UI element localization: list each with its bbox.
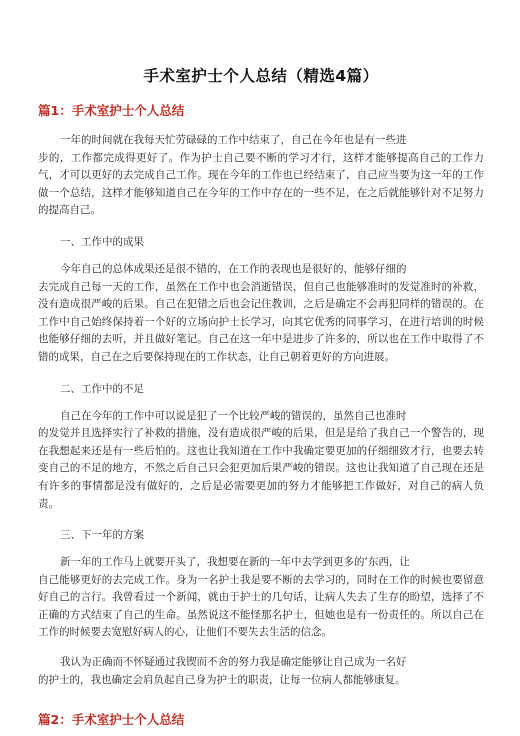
plan-first-line: 新一年的工作马上就要开头了，我想要在新的一年中去学到更多的‘东西，让 xyxy=(60,556,410,569)
closing-paragraph xyxy=(38,654,484,689)
achievements-paragraph xyxy=(38,261,484,367)
document-title: 手术室护士个人总结（精选4篇） xyxy=(143,67,379,85)
achievements-first-line: 今年自己的总体成果还是很不错的，在工作的表现也是很好的，能够仔细的 xyxy=(60,262,407,275)
subheading-next-year-plan: 三、下一年的方案 xyxy=(60,529,144,542)
achievements-rest: 去完成自己每一天的工作，虽然在工作中也会消逝错误，但自己也能够准时的发觉准时的补救，没有造成很严峻的后果。自己在犯错之后也会记住教训，之后是确定不会再犯同样的错误的。在工作中自己始终保持着一个好的立场向护士长学习，向其它优秀的同事学习，在进行培训的时候也能够仔细的去听，并且做好笔记。自己在这一年中是进步了许多的，所以也在工作中取得了不错的成果，自己在之后要保持现在的工作状态，让自己朝着更好的方向进展。 xyxy=(38,280,484,363)
subheading-achievements: 一、工作中的成果 xyxy=(60,235,144,248)
intro-paragraph xyxy=(38,132,484,220)
section-heading-2: 篇2：手术室护士个人总结 xyxy=(38,712,185,728)
plan-rest: 自己能够更好的去完成工作。身为一名护士我是要不断的去学习的，同时在工作的时候也要留意好自己的言行。我曾看过一个新闻，就由于护士的几句话，让病人失去了生存的盼望，选择了不正确的方式结束了自己的生命。虽然说这不能怪那名护士，但她也是有一份责任的。所以自己在工作的时候要去宽慰好病人的心，让他们不要失去生活的信念。 xyxy=(38,573,484,639)
subheading-shortcomings: 二、工作中的不足 xyxy=(60,382,144,395)
shortcomings-rest: 的发觉并且选择实行了补救的措施，没有造成很严峻的后果，但是是给了我自己一个警告的，现在我想起来还是有一些后怕的。这也让我知道在工作中我确定要更加的仔细细致才行，也要去转变自己的不足的地方，不然之后自己只会犯更加后果严峻的错误。这也让我知道了自己现在还是有许多的事情都是没有做好的，之后是必需要更加的努力才能够把工作做好，对自己的病人负责。 xyxy=(38,427,484,510)
closing-first-line: 我认为正确而不怀疑通过我锲而不舍的努力我是确定能够让自己成为一名好 xyxy=(60,656,407,669)
intro-first-line: 一年的时间就在我每天忙劳碌碌的工作中结束了，自己在今年也是有一些进 xyxy=(60,134,407,146)
shortcomings-paragraph xyxy=(38,408,484,514)
intro-rest: 步的，工作都完成得更好了。作为护士自己要不断的学习才行，这样才能够提高自己的工作力气，才可以更好的去完成自己工作。现在今年的工作也已经结束了，自己应当要为这一年的工作做一个总结，这样才能够知道自己在今年的工作中存在的一些不足，在之后就能够针对不足努力的提高自己。 xyxy=(38,151,484,217)
section-heading-1: 篇1：手术室护士个人总结 xyxy=(38,103,185,118)
shortcomings-first-line: 自己在今年的工作中可以说是犯了一个比较严峻的错误的，虽然自己也准时 xyxy=(60,409,407,422)
closing-rest: 的护士的，我也确定会肩负起自己身为护士的职责，让每一位病人都能够康复。 xyxy=(38,673,406,686)
plan-paragraph xyxy=(38,554,484,642)
